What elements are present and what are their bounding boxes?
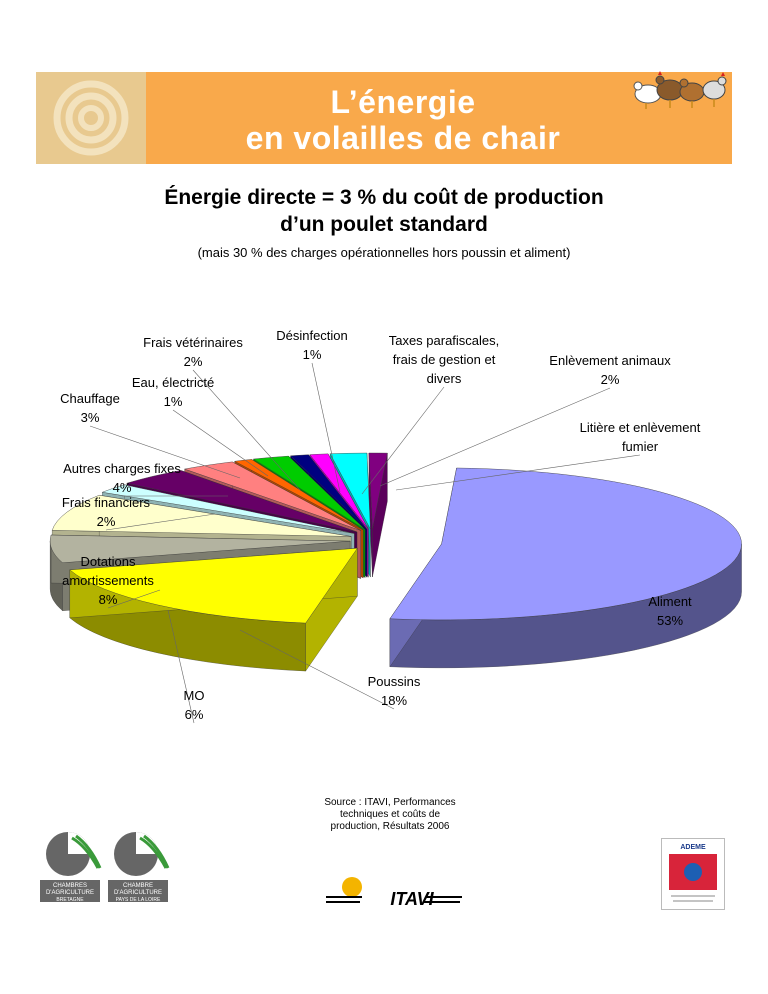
slice-label-line-taxes-parafiscales-frais-de-gestion-et-divers-2: divers	[426, 371, 462, 386]
page-title-line1: L’énergie	[330, 84, 476, 120]
slice-label-line-frais-veterinaires-1: 2%	[183, 354, 203, 369]
source-line1: Source : ITAVI, Performances	[324, 797, 456, 808]
slice-label-line-enlevement-animaux-0: Enlèvement animaux	[549, 353, 671, 368]
chart-subtitle-note: (mais 30 % des charges opérationnelles hors poussin et aliment)	[197, 245, 571, 260]
slice-label-line-aliment-1: 53%	[656, 613, 684, 628]
ademe-logo-text: ADEME	[680, 844, 706, 851]
logo-pdl-line1: CHAMBRE	[122, 883, 154, 889]
slice-label-line-eau-electricte-0: Eau, électricté	[131, 375, 215, 390]
logo-pdl-line3: PAYS DE LA LOIRE	[115, 897, 161, 903]
slice-label-taxes-parafiscales-frais-de-gestion-et-divers	[389, 333, 500, 386]
slice-label-enlevement-animaux	[549, 353, 671, 387]
slice-label-line-poussins-0: Poussins	[367, 674, 421, 689]
slice-label-line-frais-veterinaires-0: Frais vétérinaires	[143, 335, 243, 350]
logo-bretagne-line2: D'AGRICULTURE	[45, 890, 95, 896]
slice-label-frais-veterinaires	[143, 335, 243, 369]
page-title-line2: en volailles de chair	[245, 120, 561, 156]
pie-slices-group	[50, 453, 741, 671]
slice-label-line-frais-financiers-0: Frais financiers	[61, 495, 151, 510]
logo-bretagne-line3: BRETAGNE	[56, 897, 84, 903]
slice-label-line-dotations-amortissements-2: 8%	[98, 592, 118, 607]
slice-label-line-poussins-1: 18%	[380, 693, 408, 708]
slice-label-line-autres-charges-fixes-1: 4%	[112, 480, 132, 495]
ademe-logo	[661, 838, 725, 910]
source-note	[300, 797, 480, 833]
chambre-agriculture-pays-de-la-loire-logo	[106, 828, 172, 906]
slice-label-line-litiere-et-enlevement-fumier-0: Litière et enlèvement	[579, 420, 701, 435]
slice-label-line-mo-0: MO	[183, 688, 205, 703]
chambres-agriculture-bretagne-logo	[38, 828, 104, 906]
slice-label-line-chauffage-1: 3%	[80, 410, 100, 425]
logo-bretagne-line1: CHAMBRES	[52, 883, 88, 889]
slice-label-line-eau-electricte-1: 1%	[163, 394, 183, 409]
slice-label-eau-electricte	[132, 375, 214, 409]
chart-title-line1: Énergie directe = 3 % du coût de production	[164, 186, 604, 209]
itavi-logo	[326, 873, 466, 913]
slice-label-line-desinfection-1: 1%	[302, 347, 322, 362]
slice-label-line-desinfection-0: Désinfection	[276, 328, 348, 343]
slice-label-line-dotations-amortissements-1: amortissements	[62, 573, 154, 588]
slice-label-chauffage	[60, 391, 120, 425]
slice-label-line-aliment-0: Aliment	[648, 594, 692, 609]
source-line3: production, Résultats 2006	[330, 821, 450, 832]
slice-label-line-taxes-parafiscales-frais-de-gestion-et-divers-0: Taxes parafiscales,	[388, 333, 500, 348]
chart-title-line2: d’un poulet standard	[280, 213, 488, 236]
source-line2: techniques et coûts de	[339, 809, 441, 820]
slice-label-line-enlevement-animaux-1: 2%	[600, 372, 620, 387]
slice-label-line-autres-charges-fixes-0: Autres charges fixes	[63, 461, 181, 476]
poultry-illustration	[630, 66, 730, 111]
pie-chart	[0, 300, 768, 750]
itavi-logo-text: ITAVI	[390, 889, 434, 909]
logo-pdl-line2: D'AGRICULTURE	[113, 890, 163, 896]
leader-line-taxes-parafiscales-frais-de-gestion-et-divers	[362, 387, 444, 494]
slice-label-line-chauffage-0: Chauffage	[60, 391, 120, 406]
slice-label-line-litiere-et-enlevement-fumier-1: fumier	[621, 439, 659, 454]
slice-label-line-dotations-amortissements-0: Dotations	[80, 554, 136, 569]
slice-label-line-frais-financiers-1: 2%	[96, 514, 116, 529]
slice-label-poussins	[368, 674, 421, 708]
slice-label-desinfection	[276, 328, 348, 362]
slice-label-mo	[184, 688, 205, 722]
slice-label-litiere-et-enlevement-fumier	[580, 420, 701, 454]
slice-label-line-mo-1: 6%	[184, 707, 204, 722]
slice-label-line-taxes-parafiscales-frais-de-gestion-et-divers-1: frais de gestion et	[392, 352, 496, 367]
